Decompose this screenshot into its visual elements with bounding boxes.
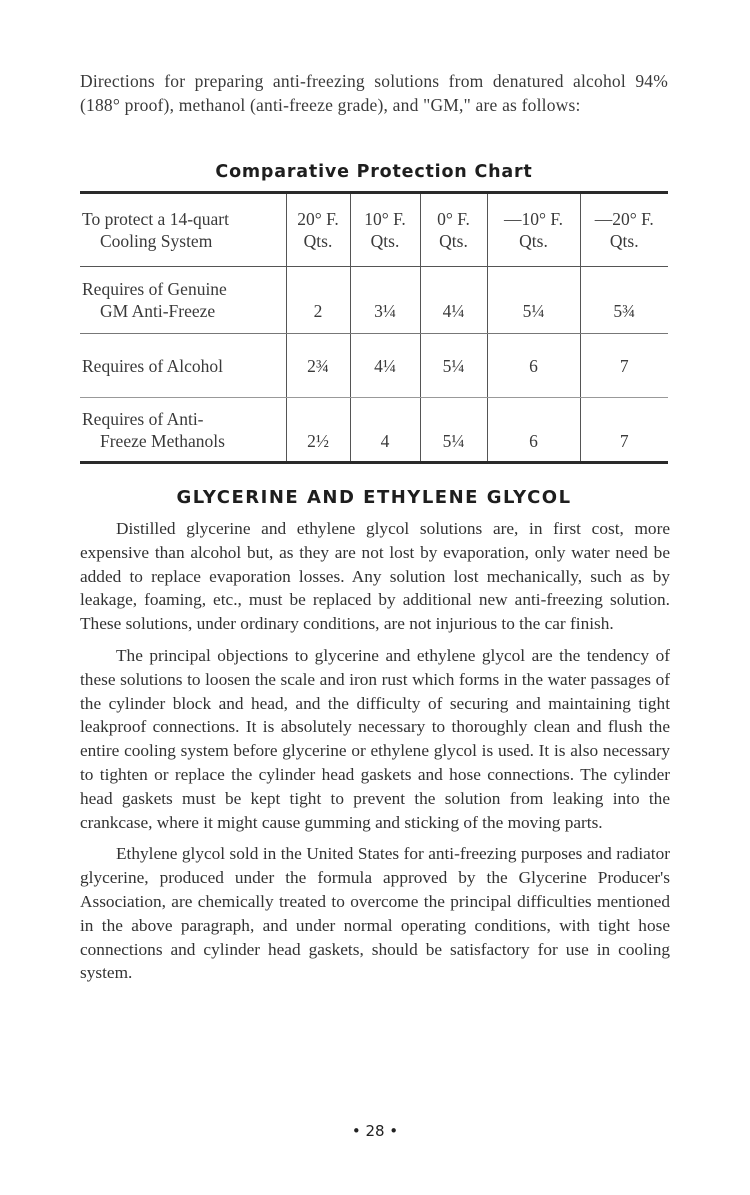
- section-body: [80, 517, 670, 993]
- header-system-line2: Cooling System: [100, 231, 213, 251]
- table-cell: 7: [580, 398, 668, 463]
- table-cell: 3¼: [350, 267, 420, 334]
- temp-label: 20° F.: [297, 209, 339, 229]
- unit-label: Qts.: [519, 231, 548, 251]
- header-cell-temp: [350, 193, 420, 267]
- table-cell: 7: [580, 334, 668, 398]
- table-cell: 6: [487, 398, 580, 463]
- temp-label: —20° F.: [594, 209, 654, 229]
- body-paragraph: Distilled glycerine and ethylene glycol solutions are, in first cost, more expensive than alcohol but, as they are not lost by evaporation, only water need be added to replace evaporation losses. Any solution lost mechanically, such as by leakage, foaming, etc., must be replaced by additional new anti-freezing solution. These solutions, under ordinary conditions, are not injurious to the car finish.: [80, 519, 670, 634]
- table-row: [80, 334, 668, 398]
- temp-label: —10° F.: [503, 209, 564, 229]
- table-cell: 5¾: [580, 267, 668, 334]
- row-label-line1: Requires of Alcohol: [82, 355, 223, 376]
- header-cell-temp: [487, 193, 580, 267]
- table-cell: 2½: [286, 398, 350, 463]
- header-cell-temp: [580, 193, 668, 267]
- table-cell: 6: [487, 334, 580, 398]
- row-label: [80, 267, 286, 334]
- table-cell: 5¼: [487, 267, 580, 334]
- table-cell: 5¼: [420, 398, 487, 463]
- temp-label: 0° F.: [437, 209, 470, 229]
- table-row: [80, 398, 668, 463]
- header-system-line1: To protect a 14-quart: [82, 209, 229, 229]
- table-cell: 2: [286, 267, 350, 334]
- row-label-line2: GM Anti-Freeze: [100, 301, 216, 321]
- body-paragraph: Ethylene glycol sold in the United States for anti-freezing purposes and radiator glycerine, produced under the formula approved by the Glycerine Producer's Association, are chemically treated to overcome the principal difficulties mentioned in the above paragraph, and under normal operating conditions, with tight hose connections and cylinder head gaskets, should be satisfactory for use in cooling system.: [80, 844, 670, 983]
- row-label: [80, 398, 286, 463]
- row-label-line1: Requires of Genuine: [82, 279, 227, 299]
- table-cell: 2¾: [286, 334, 350, 398]
- unit-label: Qts.: [370, 231, 400, 251]
- table-cell: 4¼: [420, 267, 487, 334]
- table-header-row: [80, 193, 668, 267]
- table-cell: 4¼: [350, 334, 420, 398]
- unit-label: Qts.: [303, 231, 333, 251]
- intro-paragraph: Directions for preparing anti-freezing solutions from denatured alcohol 94% (188° proof), methanol (anti-freeze grade), and "GM," are as follows:: [80, 71, 668, 115]
- temp-label: 10° F.: [364, 209, 406, 229]
- header-cell-temp: [286, 193, 350, 267]
- unit-label: Qts.: [439, 231, 468, 251]
- row-label-line2: Freeze Methanols: [100, 430, 225, 451]
- body-paragraph: The principal objections to glycerine and ethylene glycol are the tendency of these solutions to loosen the scale and iron rust which forms in the water passages of the cylinder block and head, and the difficulty of securing and maintaining tight leakproof connections. It is absolutely necessary to thoroughly clean and flush the entire cooling system before glycerine or ethylene glycol is used. It is also necessary to tighten or replace the cylinder head gaskets and hose connections. The cylinder head gaskets must be kept tight to prevent the solution from leaking into the crankcase, where it might cause gumming and sticking of the moving parts.: [80, 645, 670, 832]
- table-cell: 5¼: [420, 334, 487, 398]
- row-label: [80, 334, 286, 398]
- table-cell: 4: [350, 398, 420, 463]
- row-label-line1: Requires of Anti-: [82, 408, 204, 429]
- table-row: [80, 267, 668, 334]
- chart-title: Comparative Protection Chart: [215, 162, 533, 182]
- header-cell-temp: [420, 193, 487, 267]
- header-cell-system: [80, 193, 286, 267]
- page-number: • 28 •: [351, 1122, 399, 1140]
- section-heading: GLYCERINE AND ETHYLENE GLYCOL: [176, 487, 572, 508]
- comparative-protection-table: [80, 191, 668, 464]
- unit-label: Qts.: [609, 231, 639, 251]
